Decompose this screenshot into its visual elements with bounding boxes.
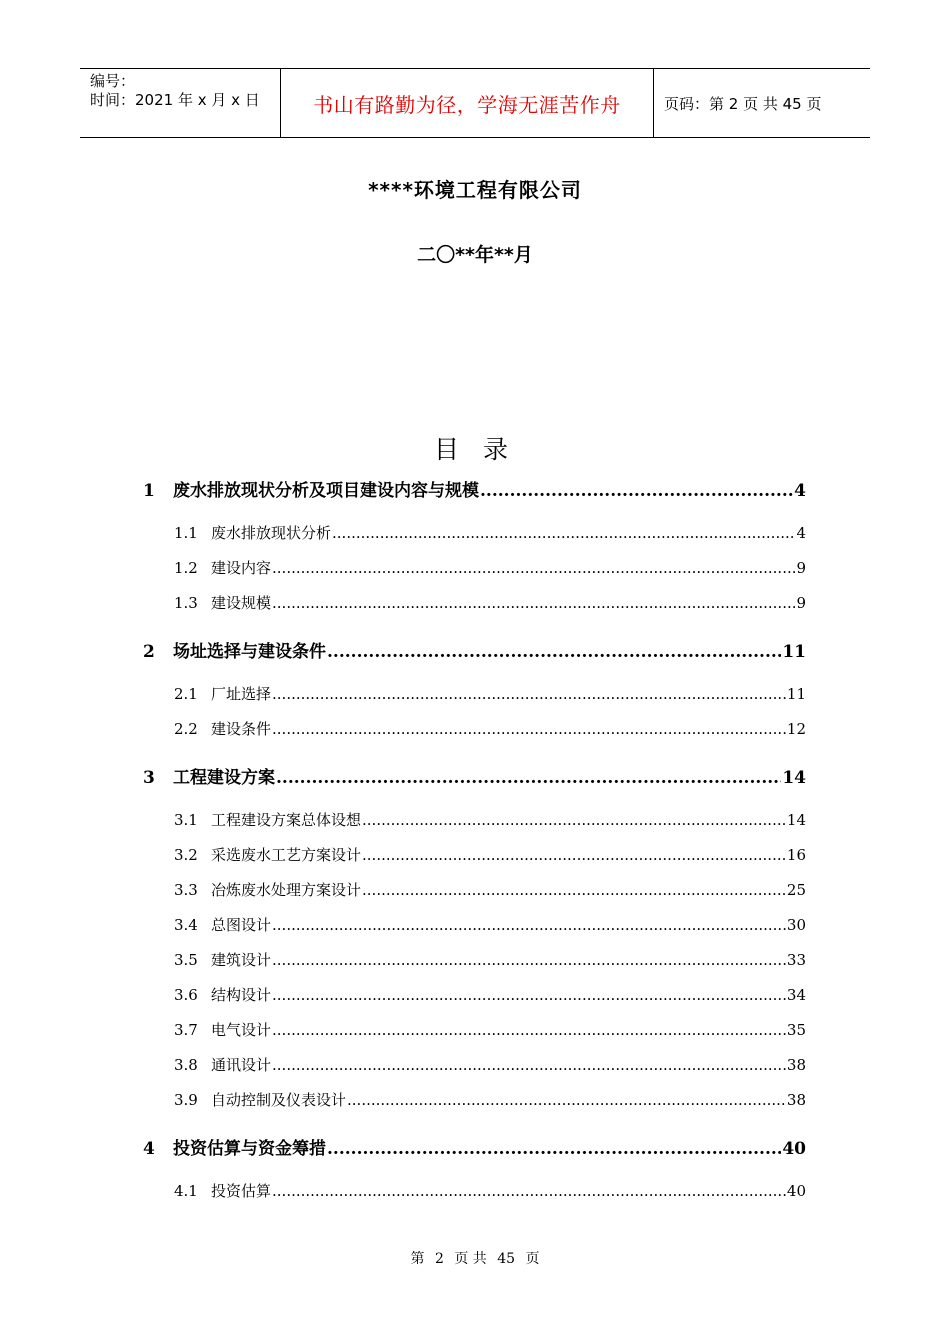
footer-suffix: 页 [525, 1251, 540, 1267]
toc-leader-dots [272, 1056, 786, 1074]
toc-entry-number: 1.3 [174, 594, 198, 612]
toc-entry[interactable] [174, 592, 806, 613]
toc-entry-number: 2 [143, 642, 155, 662]
toc-entry-label: 废水排放现状分析 [211, 524, 332, 542]
document-header [80, 68, 870, 138]
toc-leader-dots [362, 811, 786, 829]
toc-entry-number: 3.3 [174, 881, 198, 899]
toc-entry-number: 3.9 [174, 1091, 198, 1109]
toc-entry-label: 投资估算 [211, 1182, 272, 1200]
toc-entry-page: 16 [786, 846, 806, 864]
toc-entry-number: 4 [143, 1139, 155, 1159]
toc-entry-label: 采选废水工艺方案设计 [211, 846, 362, 864]
toc-entry-number: 2.2 [174, 720, 198, 738]
toc-entry-page: 4 [794, 481, 806, 501]
toc-entry[interactable] [143, 637, 806, 662]
toc-entry-label: 结构设计 [211, 986, 272, 1004]
toc-entry-label: 投资估算与资金筹措 [173, 1139, 326, 1159]
header-number-label: 编号： [90, 72, 136, 90]
toc-leader-dots [480, 481, 793, 501]
header-page-info: 页码：第 2 页 共 45 页 [664, 94, 822, 113]
toc-entry[interactable] [174, 683, 806, 704]
toc-leader-dots [272, 685, 786, 703]
toc-entry-number: 3 [143, 768, 155, 788]
toc-entry-page: 12 [786, 720, 806, 738]
toc-leader-dots [276, 768, 781, 788]
toc-entry-page: 25 [786, 881, 806, 899]
toc-entry-label: 电气设计 [211, 1021, 272, 1039]
toc-entry-page: 9 [796, 559, 806, 577]
toc-leader-dots [272, 1021, 786, 1039]
toc-entry-page: 38 [786, 1091, 806, 1109]
toc-entry[interactable] [174, 718, 806, 739]
toc-leader-dots [272, 916, 786, 934]
toc-entry-label: 自动控制及仪表设计 [211, 1091, 347, 1109]
toc-leader-dots [332, 524, 795, 542]
toc-entry[interactable] [174, 949, 806, 970]
toc-entry-label: 工程建设方案总体设想 [211, 811, 362, 829]
toc-entry[interactable] [174, 1089, 806, 1110]
toc-leader-dots [327, 642, 781, 662]
toc-entry-page: 9 [796, 594, 806, 612]
toc-entry[interactable] [174, 914, 806, 935]
header-motto: 书山有路勤为径，学海无涯苦作舟 [281, 69, 654, 137]
toc-entry-page: 11 [786, 685, 806, 703]
toc-entry[interactable] [174, 844, 806, 865]
toc-entry-page: 38 [786, 1056, 806, 1074]
toc-leader-dots [272, 951, 786, 969]
toc-entry-label: 废水排放现状分析及项目建设内容与规模 [173, 481, 479, 501]
toc-leader-dots [272, 986, 786, 1004]
toc-entry[interactable] [143, 1134, 806, 1159]
toc-entry-page: 34 [786, 986, 806, 1004]
footer-total-pages: 45 [497, 1251, 516, 1267]
toc-entry-label: 冶炼废水处理方案设计 [211, 881, 362, 899]
toc-entry[interactable] [174, 984, 806, 1005]
toc-entry-page: 33 [786, 951, 806, 969]
document-date: 二〇**年**月 [417, 244, 533, 266]
toc-entry-page: 4 [796, 524, 806, 542]
toc-entry-label: 通讯设计 [211, 1056, 272, 1074]
page-footer [0, 1248, 950, 1268]
header-meta [80, 69, 281, 137]
toc-entry[interactable] [174, 557, 806, 578]
toc-entry[interactable] [174, 1054, 806, 1075]
toc-entry-label: 场址选择与建设条件 [173, 642, 326, 662]
toc-entry-label: 建设规模 [211, 594, 272, 612]
toc-entry-number: 3.5 [174, 951, 198, 969]
toc-entry[interactable] [143, 476, 806, 501]
toc-leader-dots [272, 1182, 786, 1200]
toc-entry-label: 厂址选择 [211, 685, 272, 703]
header-time-label: 时间：2021 年 x 月 x 日 [90, 91, 260, 109]
company-name: ****环境工程有限公司 [368, 178, 582, 202]
toc-leader-dots [272, 559, 795, 577]
toc-entry-page: 30 [786, 916, 806, 934]
toc-entry-number: 3.8 [174, 1056, 198, 1074]
toc-entry-label: 建筑设计 [211, 951, 272, 969]
toc-leader-dots [272, 720, 786, 738]
toc-entry[interactable] [174, 879, 806, 900]
footer-middle: 页 共 [454, 1251, 487, 1267]
toc-entry-number: 1.2 [174, 559, 198, 577]
toc-entry-number: 3.7 [174, 1021, 198, 1039]
toc-entry-number: 1 [143, 481, 155, 501]
toc-entry-label: 总图设计 [211, 916, 272, 934]
toc-entry[interactable] [174, 1180, 806, 1201]
toc-leader-dots [362, 881, 786, 899]
toc-entry-page: 40 [786, 1182, 806, 1200]
toc-entry-page: 35 [786, 1021, 806, 1039]
toc-entry[interactable] [174, 1019, 806, 1040]
toc-entry-page: 11 [782, 642, 806, 662]
toc-leader-dots [327, 1139, 781, 1159]
footer-page-number: 2 [434, 1251, 444, 1267]
toc-entry-label: 工程建设方案 [173, 768, 275, 788]
toc-entry-page: 14 [782, 768, 806, 788]
toc-entry-number: 3.1 [174, 811, 198, 829]
toc-entry[interactable] [174, 522, 806, 543]
toc-title: 目 录 [434, 435, 516, 464]
toc-entry-number: 4.1 [174, 1182, 198, 1200]
toc-leader-dots [362, 846, 786, 864]
toc-entry-number: 2.1 [174, 685, 198, 703]
toc-entry[interactable] [143, 763, 806, 788]
toc-leader-dots [272, 594, 795, 612]
toc-entry-number: 3.6 [174, 986, 198, 1004]
toc-entry-page: 40 [782, 1139, 806, 1159]
toc-entry-label: 建设内容 [211, 559, 272, 577]
toc-entry-number: 3.4 [174, 916, 198, 934]
footer-prefix: 第 [410, 1251, 425, 1267]
toc-entry-number: 1.1 [174, 524, 198, 542]
toc-entry-page: 14 [786, 811, 806, 829]
toc-entry-label: 建设条件 [211, 720, 272, 738]
toc-entry-number: 3.2 [174, 846, 198, 864]
toc-leader-dots [347, 1091, 786, 1109]
toc-entry[interactable] [174, 809, 806, 830]
